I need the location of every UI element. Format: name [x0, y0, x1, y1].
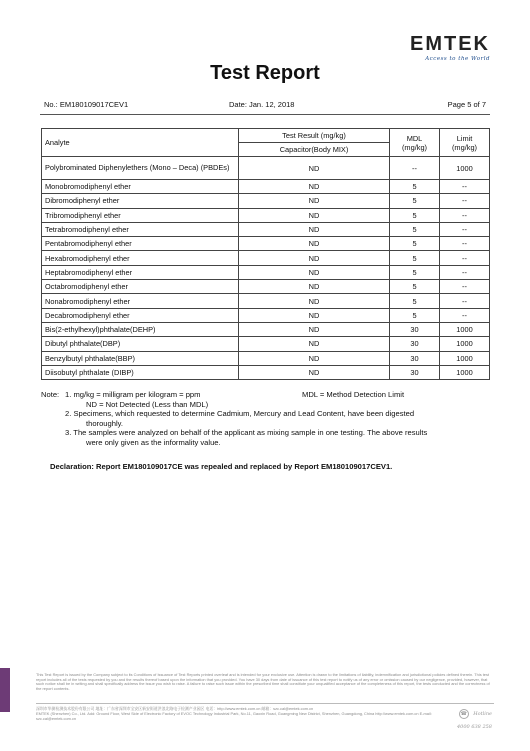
page-number: Page 5 of 7: [447, 100, 486, 109]
note-1-mdl: MDL = Method Detection Limit: [302, 390, 405, 399]
table-row: [42, 308, 490, 322]
logo-tagline: Access to the World: [425, 56, 490, 62]
accent-side-bar: [0, 668, 10, 712]
emtek-logo: [410, 34, 490, 62]
limit-cell: --: [440, 280, 490, 294]
table-row: [42, 294, 490, 308]
limit-cell: --: [440, 237, 490, 251]
result-cell: ND: [239, 237, 390, 251]
report-date: Date: Jan. 12, 2018: [229, 100, 295, 109]
analyte-cell: Tribromodiphenyl ether: [42, 208, 239, 222]
analyte-cell: Nonabromodiphenyl ether: [42, 294, 239, 308]
mdl-header: MDL (mg/kg): [390, 129, 440, 157]
limit-cell: 1000: [440, 351, 490, 365]
table-row: [42, 351, 490, 365]
analyte-cell: Diisobutyl phthalate (DIBP): [42, 365, 239, 379]
limit-cell: 1000: [440, 157, 490, 180]
mdl-cell: 5: [390, 265, 440, 279]
mdl-cell: 30: [390, 337, 440, 351]
phone-icon: ☎: [460, 710, 467, 717]
hotline-label: Hotline: [473, 710, 492, 717]
table-row: [42, 222, 490, 236]
note-1b: ND = Not Detected (Less than MDL): [86, 399, 209, 409]
analyte-header: Analyte: [42, 129, 239, 157]
table-row: [42, 365, 490, 379]
note-1: 1. mg/kg = milligram per kilogram = ppm: [65, 390, 201, 399]
limit-cell: 1000: [440, 337, 490, 351]
limit-cell: --: [440, 294, 490, 308]
note-3a: 3. The samples were analyzed on behalf of the applicant as mixing sample in one testing. The above results: [65, 428, 428, 438]
mdl-cell: 5: [390, 280, 440, 294]
mdl-cell: 5: [390, 222, 440, 236]
declaration: Declaration: Report EM180109017CE was repealed and replaced by Report EM180109017CEV1.: [50, 462, 393, 471]
analyte-cell: Heptabromodiphenyl ether: [42, 265, 239, 279]
result-cell: ND: [239, 280, 390, 294]
mdl-cell: 5: [390, 294, 440, 308]
result-cell: ND: [239, 308, 390, 322]
result-cell: ND: [239, 337, 390, 351]
result-cell: ND: [239, 157, 390, 180]
sample-header: Capacitor(Body MIX): [239, 143, 390, 157]
results-table: [41, 128, 490, 380]
analyte-cell: Pentabromodiphenyl ether: [42, 237, 239, 251]
page-title: Test Report: [210, 62, 320, 84]
table-row: [42, 180, 490, 194]
result-cell: ND: [239, 294, 390, 308]
notes-section: [41, 390, 501, 448]
result-cell: ND: [239, 208, 390, 222]
footer-divider: [36, 703, 494, 704]
analyte-cell: Bis(2-ethylhexyl)phthalate(DEHP): [42, 322, 239, 336]
analyte-cell: Dibromodiphenyl ether: [42, 194, 239, 208]
result-header: Test Result (mg/kg): [239, 129, 390, 143]
analyte-cell: Benzylbutyl phthalate(BBP): [42, 351, 239, 365]
analyte-cell: Tetrabromodiphenyl ether: [42, 222, 239, 236]
limit-cell: 1000: [440, 322, 490, 336]
hotline: [457, 705, 492, 730]
result-cell: ND: [239, 322, 390, 336]
table-header-row: [42, 129, 490, 143]
notes-label: Note:: [41, 390, 60, 399]
limit-header: Limit (mg/kg): [440, 129, 490, 157]
mdl-cell: 5: [390, 208, 440, 222]
analyte-cell: Octabromodiphenyl ether: [42, 280, 239, 294]
header-divider: [40, 114, 490, 115]
limit-cell: --: [440, 265, 490, 279]
note-2a: 2. Specimens, which requested to determine Cadmium, Mercury and Lead Content, have been digested: [65, 409, 415, 419]
table-row: [42, 265, 490, 279]
result-cell: ND: [239, 351, 390, 365]
table-row: [42, 322, 490, 336]
result-cell: ND: [239, 251, 390, 265]
limit-cell: --: [440, 194, 490, 208]
analyte-cell: Monobromodiphenyl ether: [42, 180, 239, 194]
hotline-number: 4000 638 258: [457, 724, 492, 730]
analyte-cell: Hexabromodiphenyl ether: [42, 251, 239, 265]
mdl-cell: 30: [390, 322, 440, 336]
limit-cell: 1000: [440, 365, 490, 379]
mdl-cell: 30: [390, 351, 440, 365]
result-cell: ND: [239, 180, 390, 194]
table-row: [42, 280, 490, 294]
footer-line-cn: 深圳市华测检测技术股份有限公司 地址：广东省深圳市宝安区新安街道洪浪北路电子检测产业园区 电话：http://www.emtek.com.cn 邮箱：szc.cal@emtek.com.cn: [36, 706, 314, 711]
footer-line-en: EMTEK (Shenzhen) Co., Ltd. Add: Ground Floor, West Side of Electronic Factory of EVOC Technology Industrial Park, No.11, Gaoxin Road, Guangming New District, Shenzhen, Guangdong, China http://www.emtek.com.cn E-mail: szc.cal@emtek.com.cn: [36, 710, 432, 721]
note-2b: thoroughly.: [86, 418, 124, 428]
table-row: [42, 194, 490, 208]
mdl-cell: 5: [390, 308, 440, 322]
limit-cell: --: [440, 251, 490, 265]
table-row: [42, 237, 490, 251]
disclaimer-text: This Test Report is issued by the Company subject to its Conditions of Issuance of Test Reports printed overleaf and is intended for your exclusive use. Attention is drawn to the limitations of liability, indemnification and jurisdictional policies defined therein. This test report includes all of the tests requested by you and the results thereof based upon the information that you provided. You have 30 days from date of issuance of this test report to notify us of any error or omission caused by our negligence, provided, however, that such notice shall be in writing and shall specifically address the issue you wish to raise. A failure to raise such issue within the prescribed time shall constitute your unqualified acceptance of the completeness of this report, the tests conducted and the correctness of the report contents.: [36, 672, 490, 692]
mdl-cell: 5: [390, 194, 440, 208]
mdl-cell: 5: [390, 251, 440, 265]
mdl-cell: 30: [390, 365, 440, 379]
analyte-cell: Polybrominated Diphenylethers (Mono – Deca) (PBDEs): [42, 157, 239, 180]
result-cell: ND: [239, 365, 390, 379]
note-3b: were only given as the informality value.: [86, 437, 221, 447]
report-number: No.: EM180109017CEV1: [44, 100, 129, 109]
mdl-cell: --: [390, 157, 440, 180]
limit-cell: --: [440, 208, 490, 222]
result-cell: ND: [239, 265, 390, 279]
table-row: [42, 337, 490, 351]
footer-address: [36, 707, 436, 722]
table-row: [42, 157, 490, 180]
table-row: [42, 251, 490, 265]
table-row: [42, 208, 490, 222]
limit-cell: --: [440, 308, 490, 322]
limit-cell: --: [440, 222, 490, 236]
result-cell: ND: [239, 194, 390, 208]
limit-cell: --: [440, 180, 490, 194]
result-cell: ND: [239, 222, 390, 236]
analyte-cell: Decabromodiphenyl ether: [42, 308, 239, 322]
mdl-cell: 5: [390, 180, 440, 194]
mdl-cell: 5: [390, 237, 440, 251]
analyte-cell: Dibutyl phthalate(DBP): [42, 337, 239, 351]
logo-wordmark: EMTEK: [410, 33, 490, 55]
